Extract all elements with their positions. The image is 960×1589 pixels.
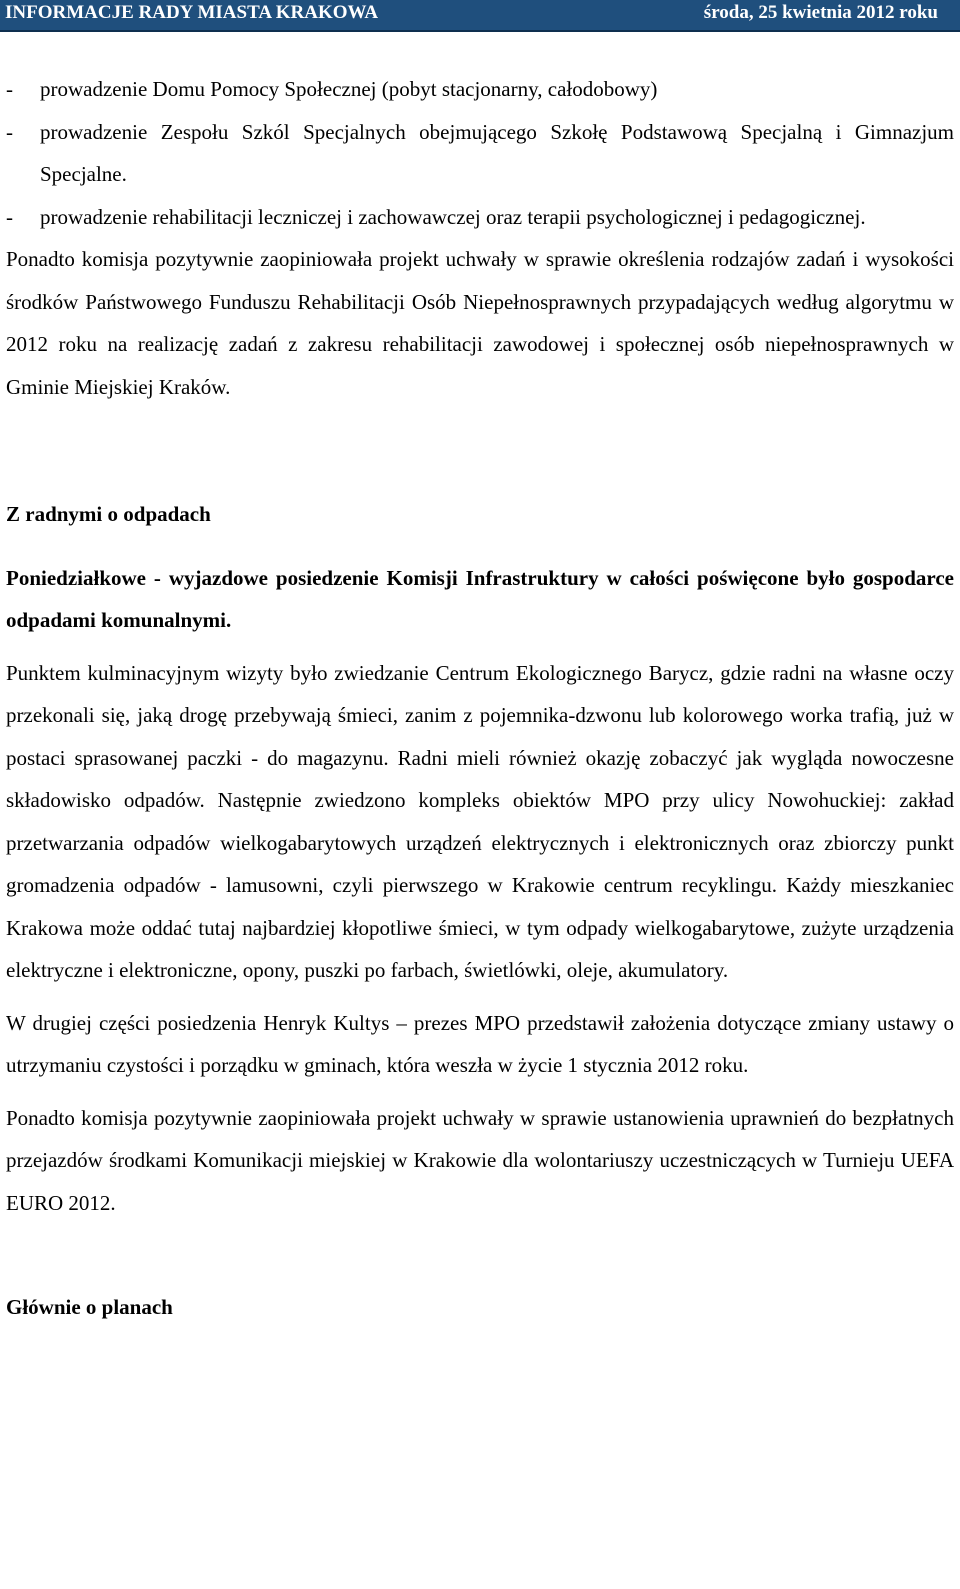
header-title: INFORMACJE RADY MIASTA KRAKOWA xyxy=(5,2,379,23)
list-item xyxy=(6,196,954,239)
list-item xyxy=(6,68,954,111)
list-item-text: prowadzenie Domu Pomocy Społecznej (pobyt stacjonarny, całodobowy) xyxy=(40,77,658,101)
list-item-text: prowadzenie Zespołu Szkól Specjalnych obejmującego Szkołę Podstawową Specjalną i Gimnazjum Specjalne. xyxy=(40,119,954,186)
bullet-dash: - xyxy=(6,119,13,144)
lead-paragraph: Poniedziałkowe - wyjazdowe posiedzenie Komisji Infrastruktury w całości poświęcone było gospodarce odpadami komunalnymi. xyxy=(6,565,954,632)
list-item-text: prowadzenie rehabilitacji leczniczej i zachowawczej oraz terapii psychologicznej i pedagogicznej. xyxy=(40,204,866,229)
paragraph-pfron: Ponadto komisja pozytywnie zaopiniowała projekt uchwały w sprawie określenia rodzajów zadań i wysokości środków Państwowego Funduszu Rehabilitacji Osób Niepełnosprawnych przypadających według algorytmu w 2012 roku na realizację zadań z zakresu rehabilitacji zawodowej i społecznej osób niepełnosprawnych w Gminie Miejskiej Kraków. xyxy=(6,247,954,399)
section-heading-waste: Z radnymi o odpadach xyxy=(6,502,211,526)
bullet-dash: - xyxy=(6,77,13,101)
paragraph-mpo: W drugiej części posiedzenia Henryk Kultys – prezes MPO przedstawił założenia dotyczące zmiany ustawy o utrzymaniu czystości i porządku w gminach, która weszła w życie 1 stycznia 2012 roku. xyxy=(6,1010,954,1077)
header-date: środa, 25 kwietnia 2012 roku xyxy=(703,2,938,23)
page-header xyxy=(0,0,960,32)
section-heading-plans: Głównie o planach xyxy=(6,1295,173,1319)
document-body xyxy=(6,68,954,1329)
bullet-dash: - xyxy=(6,204,13,229)
paragraph-barycz: Punktem kulminacyjnym wizyty było zwiedzanie Centrum Ekologicznego Barycz, gdzie radni na własne oczy przekonali się, jaką drogę przebywają śmieci, zanim z pojemnika-dzwonu lub kolorowego worka trafią, już w postaci sprasowanej paczki - do magazynu. Radni mieli również okazję zobaczyć jak wygląda nowoczesne składowisko odpadów. Następnie zwiedzono kompleks obiektów MPO przy ulicy Nowohuckiej: zakład przetwarzania odpadów wielkogabarytowych urządzeń elektrycznych i elektronicznych oraz zbiorczy punkt gromadzenia odpadów - lamusowni, czyli pierwszego w Krakowie centrum recyklingu. Każdy mieszkaniec Krakowa może oddać tutaj najbardziej kłopotliwe śmieci, w tym odpady wielkogabarytowe, zużyte urządzenia elektryczne i elektroniczne, opony, puszki po farbach, świetlówki, oleje, akumulatory. xyxy=(6,660,954,982)
list-item xyxy=(6,111,954,196)
paragraph-euro: Ponadto komisja pozytywnie zaopiniowała projekt uchwały w sprawie ustanowienia uprawnień do bezpłatnych przejazdów środkami Komunikacji miejskiej w Krakowie dla wolontariuszy uczestniczących w Turnieju UEFA EURO 2012. xyxy=(6,1105,954,1215)
